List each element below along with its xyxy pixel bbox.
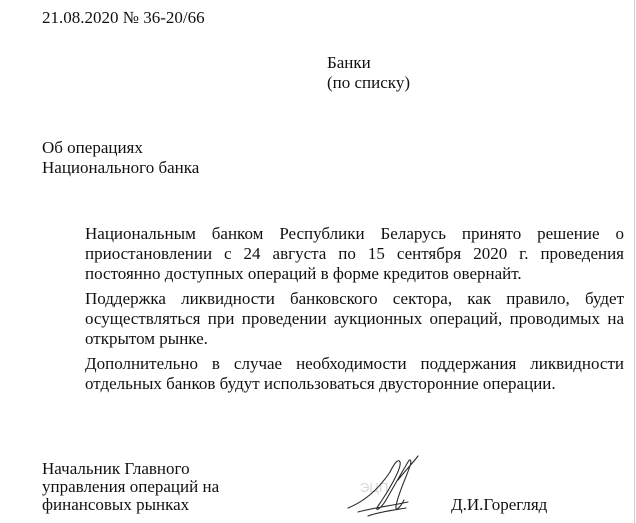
addressee-line: (по списку) [327,73,410,92]
page-edge-line [634,0,635,523]
paragraph-line: Дополнительно в случае необходимости поддержания ликвидности [85,354,624,373]
signer-title-line: финансовых рынках [42,495,190,514]
signer-title-line: Начальник Главного [42,459,190,478]
signature-stamp-text: ЭЦП [360,480,389,495]
letter-body [42,224,624,399]
body-paragraph [42,289,624,349]
paragraph-line: осуществляться при проведении аукционных операций, проводимых на [85,309,624,328]
addressee-line: Банки [327,53,371,72]
subject-line: Об операциях [42,138,143,157]
addressee-block [327,53,410,93]
signer-title-block [42,460,219,514]
signer-title-line: управления операций на [42,477,220,496]
paragraph-line: приостановлении с 24 августа по 15 сентября 2020 г. проведения [85,244,624,263]
subject-block [42,138,199,178]
paragraph-line: открытом рынке. [85,329,208,348]
body-paragraph [42,354,624,394]
signer-name: Д.И.Горегляд [451,495,548,514]
body-paragraph [42,224,624,284]
paragraph-line: Поддержка ликвидности банковского сектора, как правило, будет [85,289,624,308]
paragraph-line: отдельных банков будут использоваться двусторонние операции. [85,374,556,393]
handwritten-signature [338,450,428,523]
paragraph-line: Национальным банком Республики Беларусь принято решение о [85,224,624,243]
paragraph-line: постоянно доступных операций в форме кредитов овернайт. [85,264,522,283]
document-reference: 21.08.2020 № 36-20/66 [42,8,205,27]
subject-line: Национального банка [42,158,200,177]
